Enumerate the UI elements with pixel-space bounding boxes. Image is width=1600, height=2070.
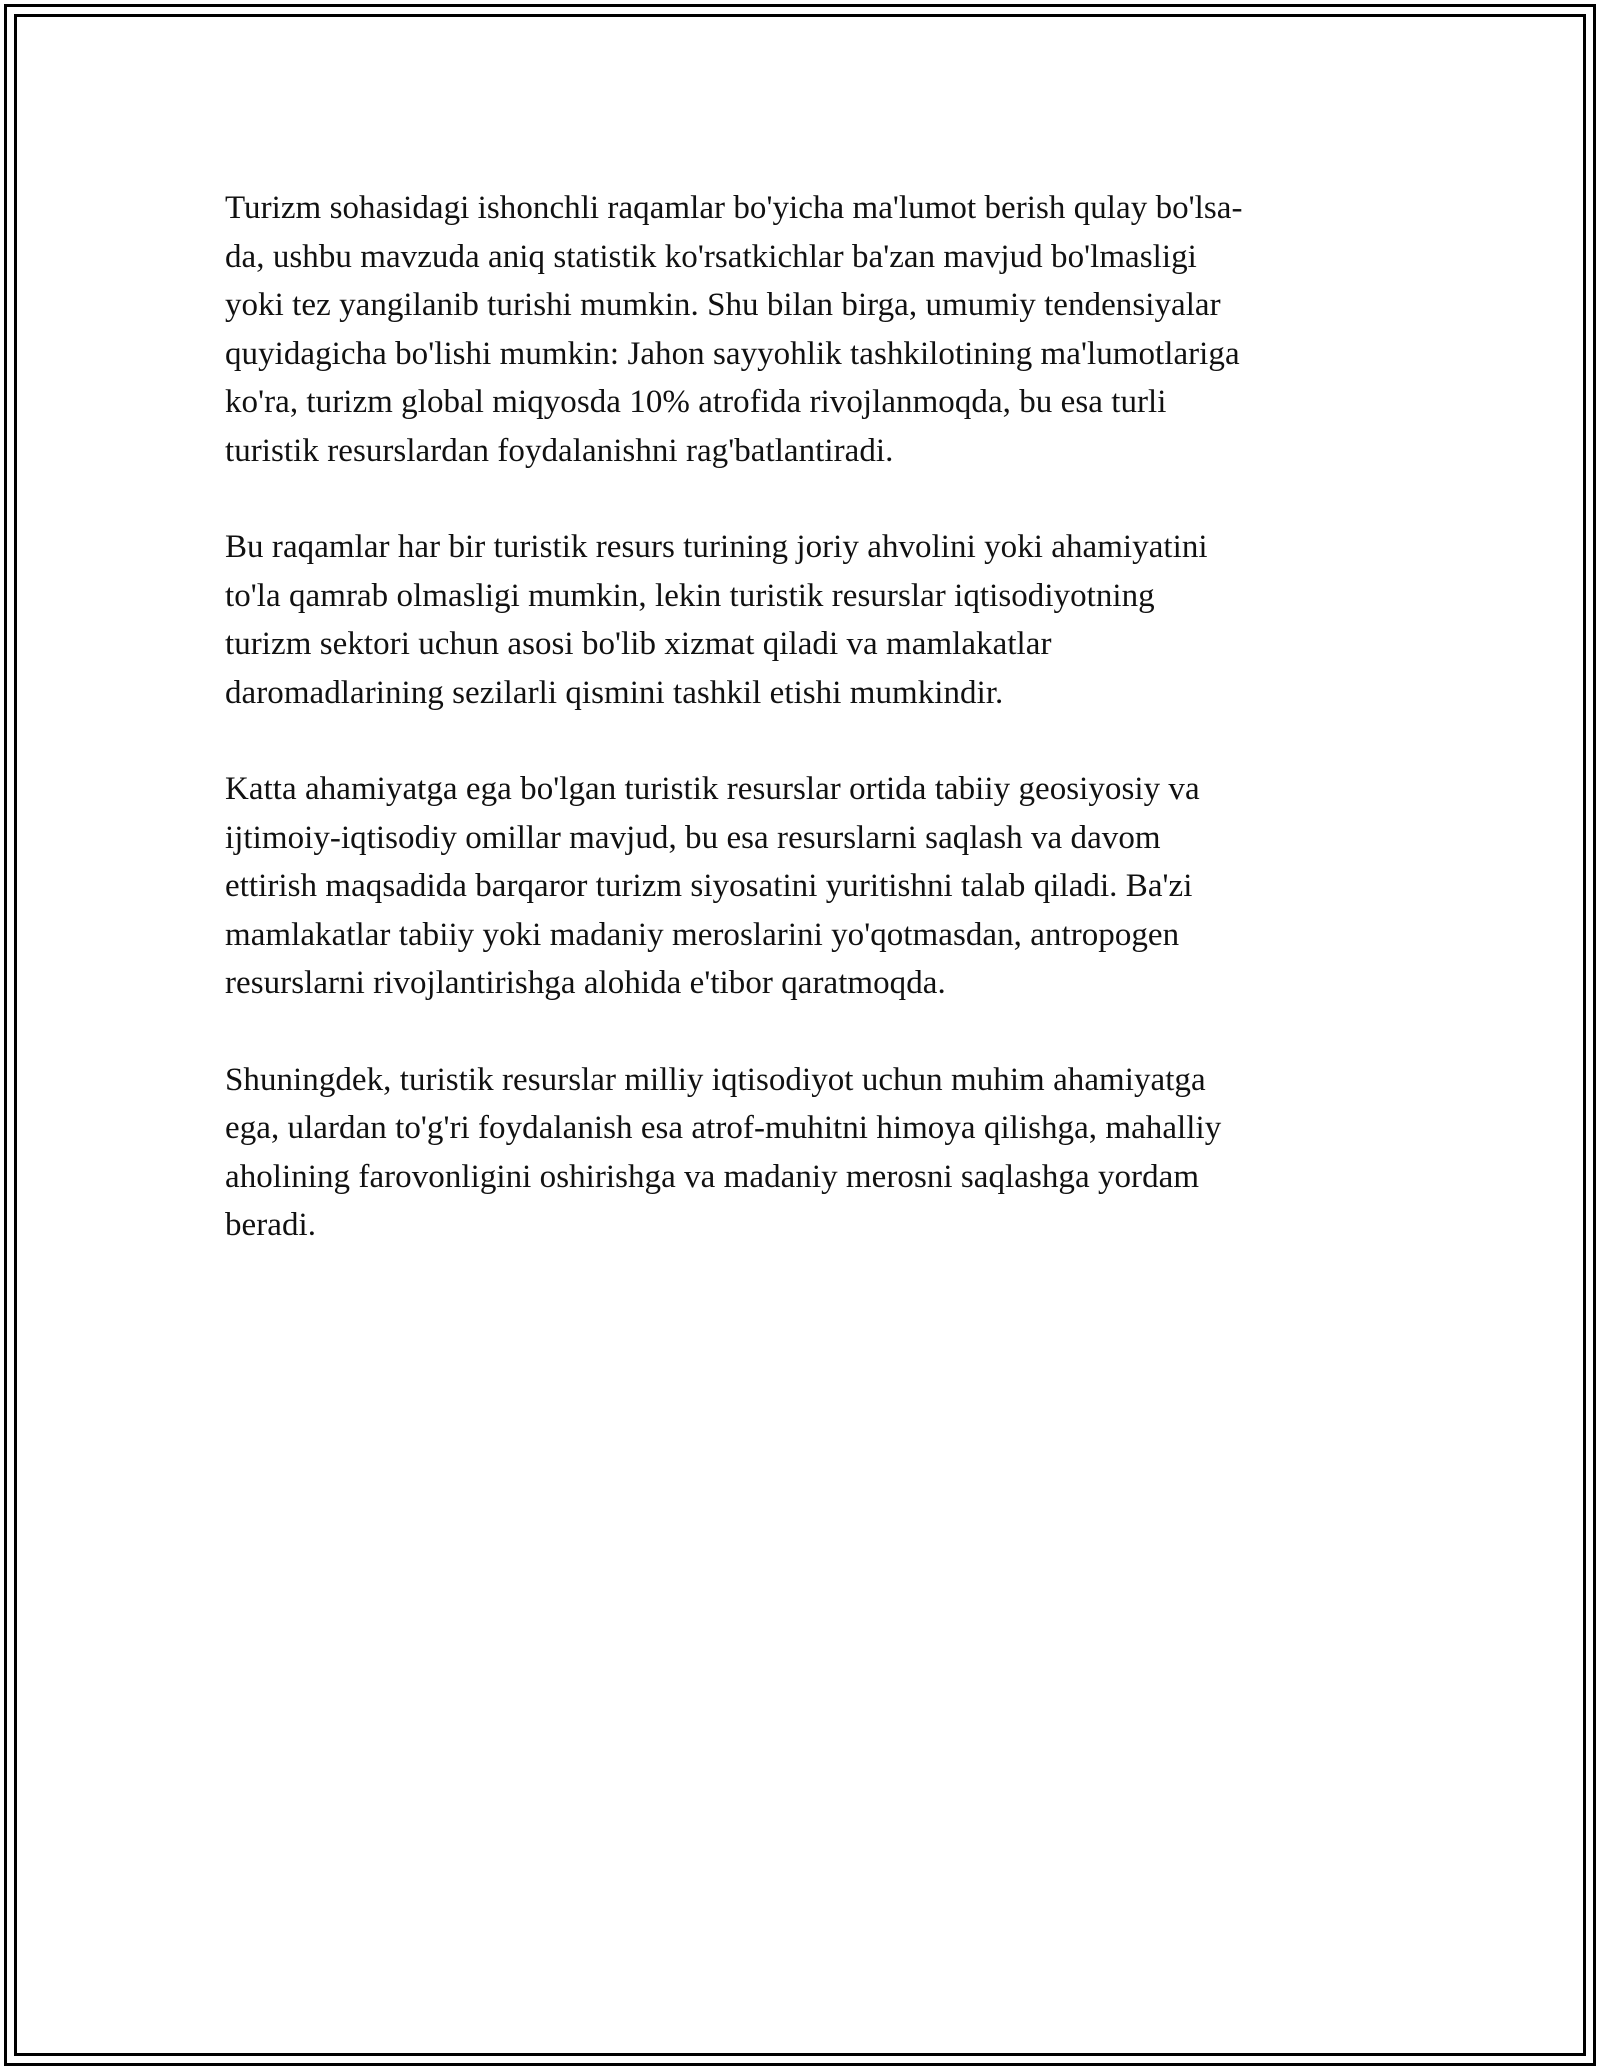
paragraph-1: Turizm sohasidagi ishonchli raqamlar bo'yicha ma'lumot berish qulay bo'lsa- da, ushbu mavzuda aniq statistik ko'rsatkichlar ba'zan mavjud bo'lmasligi yoki tez yangilanib turishi mumkin. Shu bilan birga, umumiy tendensiyalar quyidagicha bo'lishi mumkin: Jahon sayyohlik tashkilotining ma'lumotlariga ko'ra, turizm global miqyosda 10% atrofida rivojlanmoqda, bu esa turli turistik resurslardan foydalanishni rag'batlantiradi. xyxy=(225,190,1243,469)
paragraph-2: Bu raqamlar har bir turistik resurs turining joriy ahvolini yoki ahamiyatini to'la qamrab olmasligi mumkin, lekin turistik resurslar iqtisodiyotning turizm sektori uchun asosi bo'lib xizmat qiladi va mamlakatlar daromadlarining sezilarli qismini tashkil etishi mumkindir. xyxy=(225,529,1208,711)
paragraph-3: Katta ahamiyatga ega bo'lgan turistik resurslar ortida tabiiy geosiyosiy va ijtimoiy-iqtisodiy omillar mavjud, bu esa resurslarni saqlash va davom ettirish maqsadida barqaror turizm siyosatini yuritishni talab qiladi. Ba'zi mamlakatlar tabiiy yoki madaniy meroslarini yo'qotmasdan, antropogen resurslarni rivojlantirishga alohida e'tibor qaratmoqda. xyxy=(225,771,1200,1001)
paragraph-4: Shuningdek, turistik resurslar milliy iqtisodiyot uchun muhim ahamiyatga ega, ulardan to'g'ri foydalanish esa atrof-muhitni himoya qilishga, mahalliy aholining farovonligini oshirishga va madaniy merosni saqlashga yordam beradi. xyxy=(225,1061,1222,1243)
document-body xyxy=(225,184,1375,1298)
